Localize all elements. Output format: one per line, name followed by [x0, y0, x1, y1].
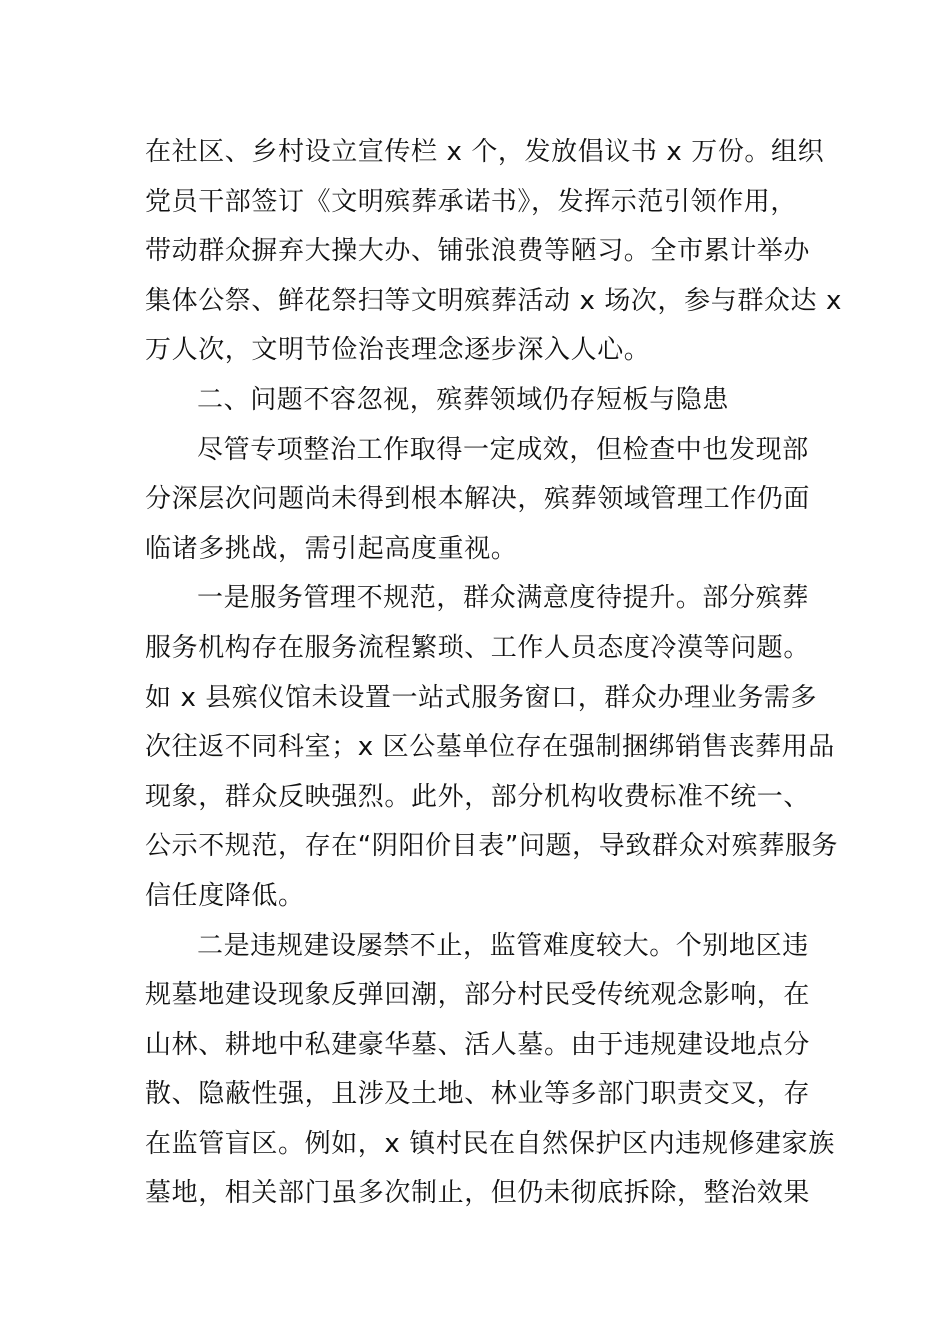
paragraph-5: [145, 922, 835, 1220]
text-line: 在社区、乡村设立宣传栏 x 个，发放倡议书 x 万份。组织: [145, 137, 825, 167]
text-line: 信任度降低。: [145, 880, 305, 911]
text-line: 尽管专项整治工作取得一定成效，但检查中也发现部: [197, 434, 809, 465]
text-line: 带动群众摒弃大操大办、铺张浪费等陋习。全市累计举办: [145, 236, 811, 267]
text-line: 临诸多挑战，需引起高度重视。: [145, 533, 518, 564]
text-line: 散、隐蔽性强，且涉及土地、林业等多部门职责交叉，存: [145, 1079, 811, 1110]
text-line: 公示不规范，存在“阴阳价目表”问题，导致群众对殡葬服务: [145, 831, 839, 862]
text-line: 二是违规建设屡禁不止，监管难度较大。个别地区违: [197, 930, 809, 961]
section-heading: [145, 376, 810, 426]
document-body: [145, 128, 842, 1219]
paragraph-4: [145, 574, 839, 921]
text-line: 万人次，文明节俭治丧理念逐步深入人心。: [145, 335, 651, 366]
text-line: 规墓地建设现象反弹回潮，部分村民受传统观念影响，在: [145, 980, 811, 1011]
paragraph-1: [145, 128, 842, 376]
paragraph-3: [145, 426, 810, 575]
section-heading-text: 二、问题不容忽视，殡葬领域仍存短板与隐患: [197, 384, 730, 415]
text-line: 墓地，相关部门虽多次制止，但仍未彻底拆除，整治效果: [145, 1178, 811, 1209]
text-line: 党员干部签订《文明殡葬承诺书》，发挥示范引领作用，: [145, 186, 798, 217]
text-line: 一是服务管理不规范，群众满意度待提升。部分殡葬: [197, 583, 809, 614]
text-line: 如 x 县殡仪馆未设置一站式服务窗口，群众办理业务需多: [145, 682, 818, 713]
text-line: 集体公祭、鲜花祭扫等文明殡葬活动 x 场次，参与群众达 x: [145, 285, 842, 316]
text-line: 在监管盲区。例如，x 镇村民在自然保护区内违规修建家族: [145, 1128, 835, 1159]
text-line: 分深层次问题尚未得到根本解决，殡葬领域管理工作仍面: [145, 484, 811, 515]
text-line: 服务机构存在服务流程繁琐、工作人员态度冷漠等问题。: [145, 632, 811, 663]
text-line: 现象，群众反映强烈。此外，部分机构收费标准不统一、: [145, 781, 811, 812]
text-line: 山林、耕地中私建豪华墓、活人墓。由于违规建设地点分: [145, 1029, 811, 1060]
text-line: 次往返不同科室；x 区公墓单位存在强制捆绑销售丧葬用品: [145, 732, 835, 763]
